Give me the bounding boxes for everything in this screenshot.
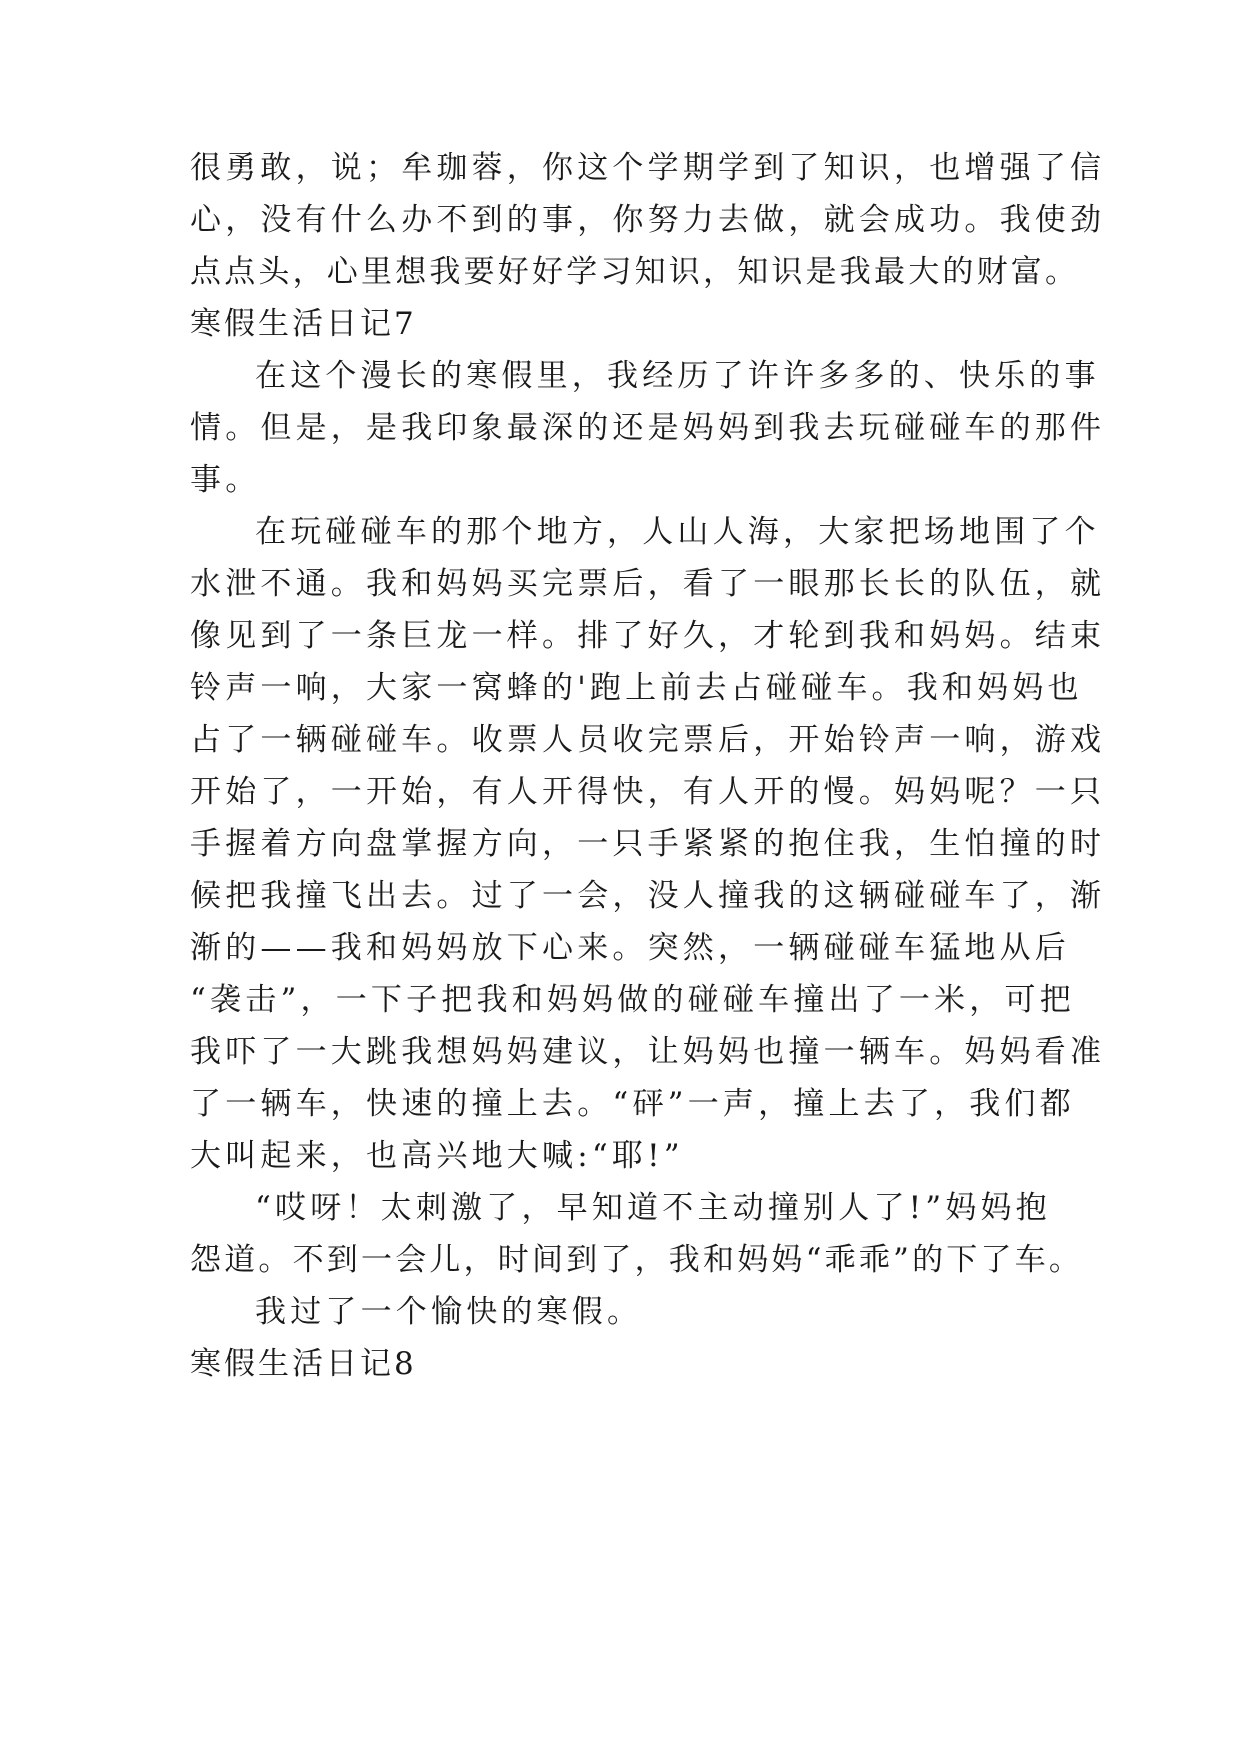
body-text-line: “袭击”，一下子把我和妈妈做的碰碰车撞出了一米，可把 bbox=[190, 982, 1075, 1018]
body-text-line: 占了一辆碰碰车。收票人员收完票后，开始铃声一响，游戏 bbox=[190, 722, 1106, 758]
body-text-line: 怨道。不到一会儿，时间到了，我和妈妈“乖乖”的下了车。 bbox=[190, 1242, 1084, 1278]
body-text-line: 在这个漫长的寒假里，我经历了许许多多的、快乐的事 bbox=[255, 358, 1100, 394]
body-text-line: 候把我撞飞出去。过了一会，没人撞我的这辆碰碰车了，渐 bbox=[190, 878, 1106, 914]
body-text-line: 像见到了一条巨龙一样。排了好久，才轮到我和妈妈。结束 bbox=[190, 618, 1106, 654]
section-heading: 寒假生活日记7 bbox=[190, 306, 417, 342]
body-text-line: 手握着方向盘掌握方向，一只手紧紧的抱住我，生怕撞的时 bbox=[190, 826, 1106, 862]
body-text-line: “哎呀！太刺激了，早知道不主动撞别人了!”妈妈抱 bbox=[255, 1190, 1051, 1226]
body-text-line: 很勇敢，说；牟珈蓉，你这个学期学到了知识，也增强了信 bbox=[190, 150, 1106, 186]
body-text-line: 心，没有什么办不到的事，你努力去做，就会成功。我使劲 bbox=[190, 202, 1106, 238]
body-text-line: 点点头，心里想我要好好学习知识，知识是我最大的财富。 bbox=[190, 254, 1080, 290]
body-text-line: 我吓了一大跳我想妈妈建议，让妈妈也撞一辆车。妈妈看准 bbox=[190, 1034, 1106, 1070]
body-text-line: 在玩碰碰车的那个地方，人山人海，大家把场地围了个 bbox=[255, 514, 1100, 550]
body-text-line: 事。 bbox=[190, 462, 261, 498]
body-text-line: 了一辆车，快速的撞上去。“砰”一声，撞上去了，我们都 bbox=[190, 1086, 1075, 1122]
body-text-line: 开始了，一开始，有人开得快，有人开的慢。妈妈呢？一只 bbox=[190, 774, 1106, 810]
body-text-line: 水泄不通。我和妈妈买完票后，看了一眼那长长的队伍，就 bbox=[190, 566, 1106, 602]
section-heading: 寒假生活日记8 bbox=[190, 1346, 417, 1382]
body-text-line: 大叫起来，也高兴地大喊:“耶!” bbox=[190, 1138, 684, 1174]
body-text-line: 铃声一响，大家一窝蜂的'跑上前去占碰碰车。我和妈妈也 bbox=[190, 670, 1083, 706]
body-text-line: 情。但是，是我印象最深的还是妈妈到我去玩碰碰车的那件 bbox=[190, 410, 1106, 446]
body-text-line: 我过了一个愉快的寒假。 bbox=[255, 1294, 643, 1330]
body-text-line: 渐的——我和妈妈放下心来。突然，一辆碰碰车猛地从后 bbox=[190, 930, 1070, 966]
